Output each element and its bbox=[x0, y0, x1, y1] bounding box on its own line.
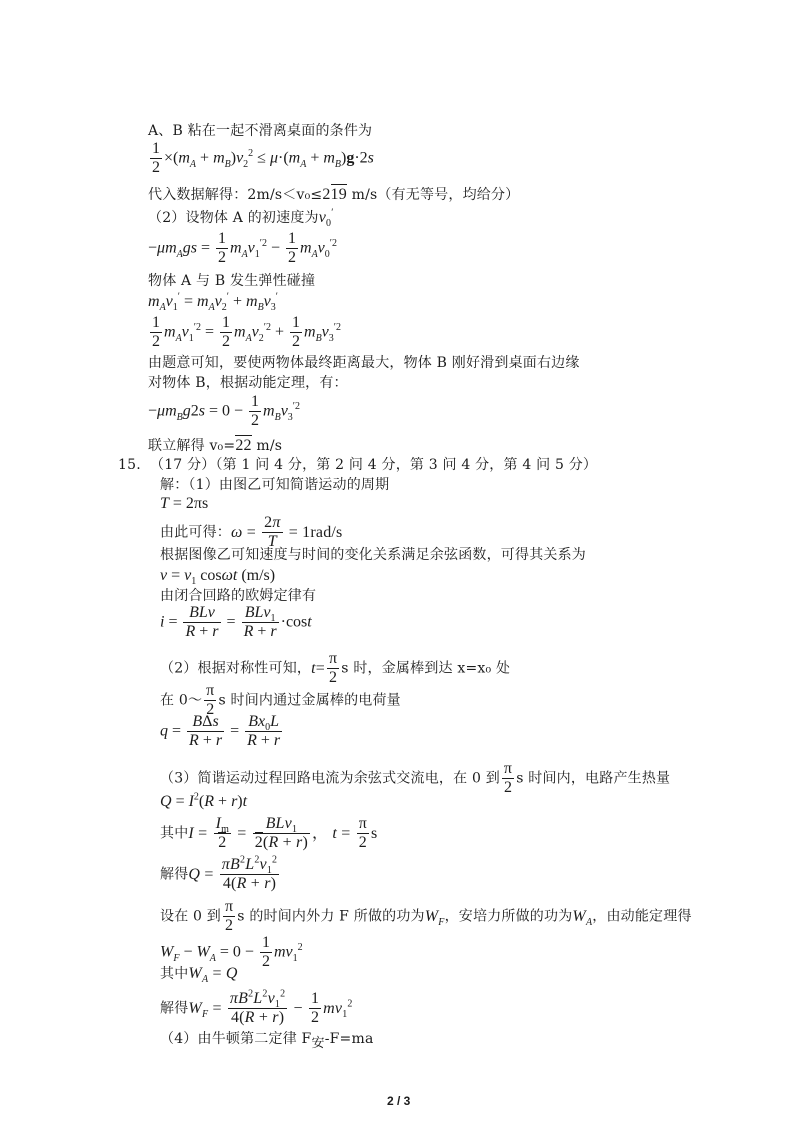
line-text: 15. bbox=[118, 457, 141, 473]
equation-period: T = 2πs bbox=[160, 495, 209, 512]
text-line bbox=[160, 547, 586, 564]
line-text: ，由动能定理得 bbox=[592, 908, 692, 925]
line-text: s 时，金属棒到达 x=x₀ 处 bbox=[341, 660, 511, 677]
equation-energy-a: $-\mu m_Ags$ = $\frac{1}{2}$ $m_Av_1^{'2}$ − $\frac{1}{2}$ $m_Av_0^{'2}$ bbox=[148, 230, 337, 267]
text-line bbox=[148, 273, 315, 290]
text-line: 设在 0 到 $\frac{\pi}{2}$ s 的时间内外力 F 所做的功为$W_F$，安培力所做的功为$W_A$，由动能定理得 bbox=[160, 898, 692, 935]
line-text: 设在 0 到 bbox=[160, 908, 222, 925]
line-text: （17 分）（第 1 问 4 分，第 2 问 4 分，第 3 问 4 分，第 4 问 5 分） bbox=[150, 457, 598, 473]
line-text: 解得 bbox=[160, 1000, 189, 1017]
line-text: m/s（有无等号，均给分） bbox=[351, 187, 520, 203]
equation-current: i = BLv R + r = BLv$_1$ R + r ·cost bbox=[160, 604, 312, 641]
question-header bbox=[150, 457, 597, 474]
line-text: s 时间内通过金属棒的电荷量 bbox=[218, 692, 401, 709]
equation-work: $W_F - W_A = 0$ − $\frac{1}{2}$ $mv_1^2$ bbox=[160, 934, 303, 971]
text-line bbox=[160, 588, 316, 605]
equation-condition: $\frac{1}{2}$ $\times(m_A + m_B)v_2^2 \le \mu\cdot(m_A + m_B)g\cdot 2s$ bbox=[152, 140, 374, 177]
page-number bbox=[387, 1094, 410, 1108]
line-text: 根据图像乙可知速度与时间的变化关系满足余弦函数，可得其关系为 bbox=[160, 547, 586, 563]
line-text: 在 0～ bbox=[160, 692, 203, 709]
line-text: 由此可得： bbox=[160, 524, 231, 541]
line-text: （3）简谐运动过程回路电流为余弦式交流电，在 0 到 bbox=[160, 770, 500, 787]
line-text: （2）设物体 A 的初速度为 bbox=[148, 210, 319, 226]
line-text: （2）根据对称性可知， bbox=[160, 660, 312, 677]
line-text: ，安培力所做的功为 bbox=[444, 908, 573, 925]
text-line: 联立解得 v₀=22 m/s bbox=[148, 437, 283, 454]
text-line: 由此可得：ω = $\frac{2\pi}{T}$ = 1rad/s bbox=[160, 514, 343, 551]
line-text: s 时间内，电路产生热量 bbox=[516, 770, 671, 787]
text-line: 解得$W_F$ = $\frac{\pi B^2L^2v_1^2}{4(R + r)}$ − $\frac{1}{2}$ $mv_1^2$ bbox=[160, 988, 353, 1027]
line-text: A、B 粘在一起不滑离桌面的条件为 bbox=[148, 123, 373, 139]
line-text: 其中 bbox=[160, 825, 189, 842]
line-text: （4）由牛顿第二定律 F bbox=[160, 1031, 312, 1047]
text-line: （2）设物体 A 的初速度为$v_0'$ bbox=[148, 207, 334, 230]
text-line bbox=[148, 355, 580, 372]
text-line: 代入数据解得：2m/s＜v₀≤219 m/s（有无等号，均给分） bbox=[148, 186, 520, 203]
equation-velocity: $v = v_1$ cosωt (m/s) bbox=[160, 567, 276, 588]
text-line: （3）简谐运动过程回路电流为余弦式交流电，在 0 到 $\frac{\pi}{2}$ s 时间内，电路产生热量 bbox=[160, 760, 671, 797]
text-line: （2）根据对称性可知，t= $\frac{\pi}{2}$ s 时，金属棒到达 x=x₀ 处 bbox=[160, 650, 511, 687]
line-text: 对物体 B，根据动能定理，有： bbox=[148, 375, 348, 391]
equation-energy-b: $-\mu m_Bg2s = 0$ − $\frac{1}{2}$ $m_Bv_3^{'2}$ bbox=[148, 393, 300, 430]
text-line: 其中$W_A = Q$ bbox=[160, 965, 238, 986]
text-line bbox=[148, 123, 372, 140]
text-line: 在 0～ $\frac{\pi}{2}$ s 时间内通过金属棒的电荷量 bbox=[160, 682, 401, 719]
text-line: 解得Q = $\frac{\pi B^2L^2v_1^2}{4(R + r)}$ bbox=[160, 854, 278, 893]
equation-heat: $Q = I^2(R + r)t$ bbox=[160, 791, 248, 810]
line-text: s 的时间内外力 F 所做的功为 bbox=[237, 908, 425, 925]
question-number bbox=[118, 457, 141, 474]
line-text: 联立解得 v₀= bbox=[148, 438, 236, 454]
line-text: 2 / 3 bbox=[387, 1094, 411, 1108]
equation-momentum: $m_Av_1' = m_Av_2' + m_Bv_3'$ bbox=[148, 291, 278, 314]
equation-elastic-energy: $\frac{1}{2}$ $m_Av_1^{'2}$ = $\frac{1}{2}$ $m_Av_2^{'2}$ + $\frac{1}{2}$ $m_Bv_3^{'2}$ bbox=[152, 314, 341, 351]
text-line bbox=[148, 375, 348, 392]
equation-charge: q = BΔs R + r = $\frac{Bx_0L}{R + r}$ bbox=[160, 713, 281, 750]
text-line: （4）由牛顿第二定律 $F_安-F=ma$ bbox=[160, 1031, 374, 1051]
line-text: 其中 bbox=[160, 966, 189, 982]
line-text: m/s bbox=[256, 438, 283, 454]
line-text: 解得 bbox=[160, 866, 189, 883]
line-text: 由题意可知，要使两物体最终距离最大，物体 B 刚好滑到桌面右边缘 bbox=[148, 355, 580, 371]
line-text: 代入数据解得：2m/s＜v₀≤ bbox=[148, 187, 323, 203]
text-line bbox=[160, 477, 389, 494]
line-text: 物体 A 与 B 发生弹性碰撞 bbox=[148, 273, 316, 289]
line-text: 由闭合回路的欧姆定律有 bbox=[160, 588, 317, 604]
text-line: 其中I = $\frac{I_m}{2}$ = BLv$_1$ 2(R + r) ， t = $\frac{\pi}{2}$ s bbox=[160, 815, 378, 852]
line-text: 解：（1）由图乙可知简谐运动的周期 bbox=[160, 477, 390, 493]
